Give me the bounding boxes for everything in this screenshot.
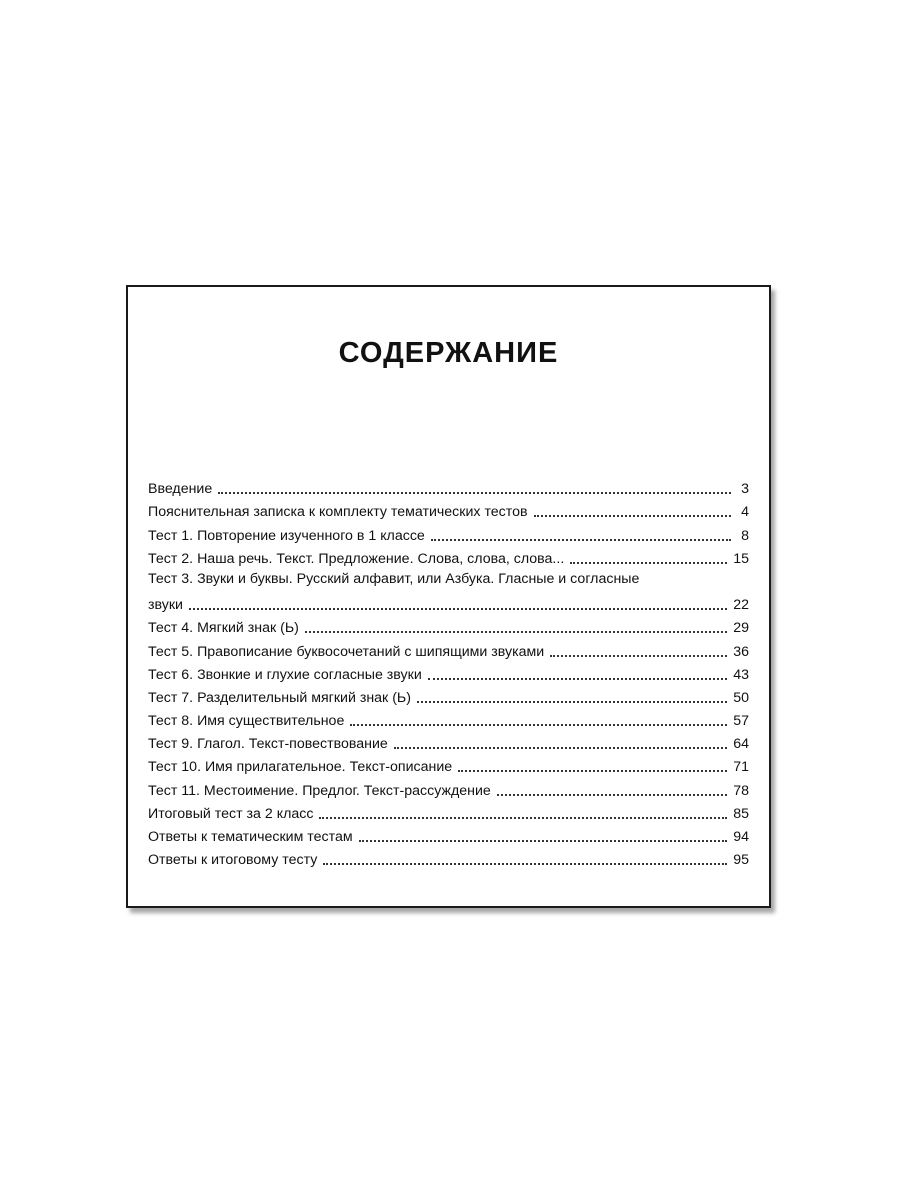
dot-leader bbox=[417, 701, 727, 703]
toc-entry-page: 15 bbox=[733, 550, 749, 567]
toc-entry-test-2 bbox=[148, 545, 749, 568]
dot-leader bbox=[359, 840, 728, 842]
toc-entry-final-test bbox=[148, 800, 749, 823]
toc-entry-page: 29 bbox=[733, 620, 749, 637]
dot-leader bbox=[431, 539, 731, 541]
dot-leader bbox=[428, 678, 727, 680]
toc-entry-title: Тест 9. Глагол. Текст-повествование bbox=[148, 736, 388, 753]
toc-entry-title: Тест 2. Наша речь. Текст. Предложение. Слова, слова, слова... bbox=[148, 550, 565, 567]
toc-entry-page: 85 bbox=[733, 805, 749, 822]
toc-entry-title: Итоговый тест за 2 класс bbox=[148, 805, 314, 822]
contents-title: СОДЕРЖАНИЕ bbox=[338, 337, 559, 369]
toc-entry-page: 36 bbox=[733, 643, 749, 660]
toc-entry-test-10 bbox=[148, 753, 749, 776]
toc-entry-page: 43 bbox=[733, 666, 749, 683]
dot-leader bbox=[394, 747, 727, 749]
toc-entry-title: Ответы к тематическим тестам bbox=[148, 829, 353, 846]
toc-entry-page: 95 bbox=[733, 852, 749, 869]
toc-entry-test-6 bbox=[148, 661, 749, 684]
toc-entry-page: 57 bbox=[733, 713, 749, 730]
toc-entry-title: Введение bbox=[148, 481, 213, 498]
dot-leader bbox=[350, 724, 727, 726]
toc-entry-test-8 bbox=[148, 707, 749, 730]
toc-entry-title: Тест 1. Повторение изученного в 1 классе bbox=[148, 527, 425, 544]
toc-entry-page: 78 bbox=[733, 782, 749, 799]
dot-leader bbox=[319, 817, 727, 819]
toc-entry-continuation bbox=[148, 591, 749, 614]
toc-entry-page: 8 bbox=[741, 527, 749, 544]
table-of-contents bbox=[148, 475, 749, 869]
toc-entry-title: Тест 8. Имя существительное bbox=[148, 713, 345, 730]
toc-entry-test-11 bbox=[148, 776, 749, 799]
toc-entry-title: Тест 7. Разделительный мягкий знак (Ь) bbox=[148, 689, 411, 706]
toc-entry-test-9 bbox=[148, 730, 749, 753]
toc-entry-page: 64 bbox=[733, 736, 749, 753]
toc-entry-title: Тест 5. Правописание буквосочетаний с шипящими звуками bbox=[148, 643, 545, 660]
toc-entry-title: Тест 6. Звонкие и глухие согласные звуки bbox=[148, 666, 422, 683]
dot-leader bbox=[534, 515, 731, 517]
toc-entry-test-1 bbox=[148, 521, 749, 544]
dot-leader bbox=[497, 794, 727, 796]
toc-entry-page: 50 bbox=[733, 689, 749, 706]
toc-entry-introduction bbox=[148, 475, 749, 498]
toc-entry-test-4 bbox=[148, 614, 749, 637]
toc-entry-title: Тест 11. Местоимение. Предлог. Текст-рассуждение bbox=[148, 782, 491, 799]
toc-entry-title-line-1: Тест 3. Звуки и буквы. Русский алфавит, или Азбука. Гласные и согласные bbox=[148, 570, 640, 587]
toc-entry-title: Тест 4. Мягкий знак (Ь) bbox=[148, 620, 299, 637]
toc-entry-test-5 bbox=[148, 637, 749, 660]
toc-entry-page: 22 bbox=[733, 597, 749, 614]
dot-leader bbox=[218, 492, 731, 494]
toc-entry-page: 3 bbox=[741, 481, 749, 498]
toc-entry-final-answers bbox=[148, 846, 749, 869]
toc-entry-explanatory-note bbox=[148, 498, 749, 521]
toc-entry-thematic-answers bbox=[148, 823, 749, 846]
dot-leader bbox=[323, 863, 727, 865]
toc-entry-page: 4 bbox=[741, 504, 749, 521]
contents-page bbox=[126, 285, 771, 908]
toc-entry-title: Ответы к итоговому тесту bbox=[148, 852, 318, 869]
dot-leader bbox=[570, 562, 727, 564]
toc-entry-title-line-2: звуки bbox=[148, 597, 183, 614]
toc-entry-test-3 bbox=[148, 568, 749, 614]
toc-entry-title: Тест 10. Имя прилагательное. Текст-описание bbox=[148, 759, 453, 776]
toc-entry-test-7 bbox=[148, 684, 749, 707]
toc-entry-title: Пояснительная записка к комплекту тематических тестов bbox=[148, 504, 528, 521]
dot-leader bbox=[550, 655, 727, 657]
dot-leader bbox=[189, 608, 727, 610]
dot-leader bbox=[458, 770, 727, 772]
dot-leader bbox=[305, 631, 727, 633]
toc-entry-page: 94 bbox=[733, 829, 749, 846]
toc-entry-page: 71 bbox=[733, 759, 749, 776]
